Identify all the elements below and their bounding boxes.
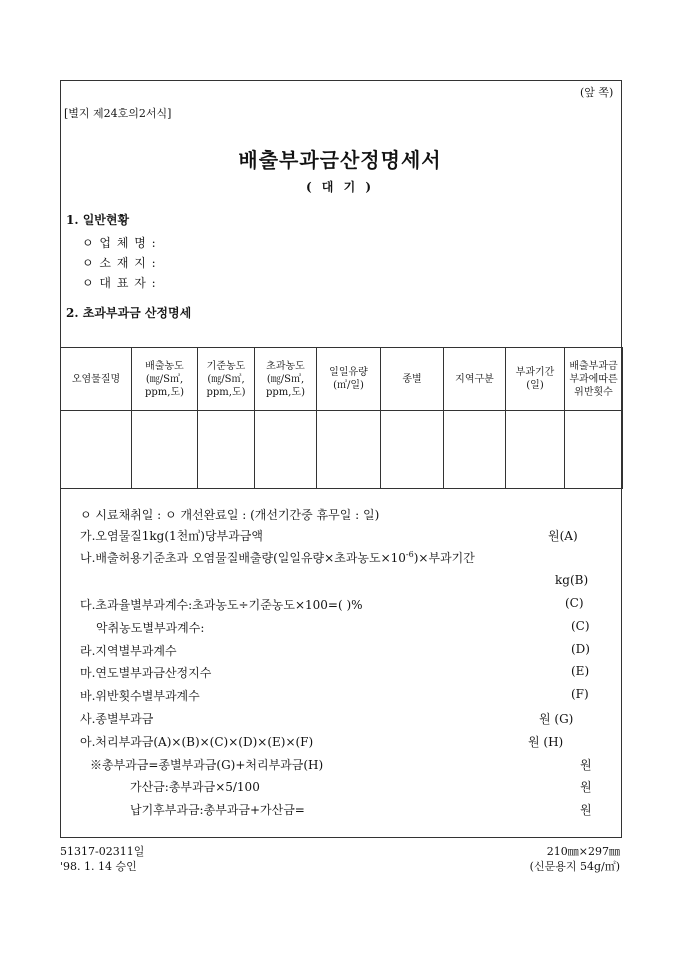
cell-class[interactable]: [381, 411, 444, 489]
sample-date-line: ㅇ 시료채취일 : ㅇ 개선완료일 : (개선기간중 휴무일 : 일): [80, 508, 380, 522]
page-subtitle: ( 대 기 ): [305, 180, 375, 194]
calc-h-label: 아.처리부과금(A)×(B)×(C)×(D)×(E)×(F): [80, 735, 314, 749]
calc-d-label: 라.지역별부과계수: [80, 644, 177, 658]
page-title: 배출부과금산정명세서: [238, 148, 442, 172]
header-pollutant: 오염물질명: [61, 348, 132, 411]
front-mark: (앞 쪽): [580, 86, 614, 99]
header-standard-conc: 기준농도 (㎎/S㎥, ppm,도): [198, 348, 255, 411]
cell-standard-conc[interactable]: [198, 411, 255, 489]
calc-c2-label: 악취농도별부과계수:: [96, 621, 205, 635]
cell-pollutant[interactable]: [61, 411, 132, 489]
calc-h-unit: 원 (H): [528, 735, 564, 749]
header-class: 종별: [381, 348, 444, 411]
paper-type: (신문용지 54g/㎡): [529, 860, 620, 873]
cell-violations[interactable]: [565, 411, 623, 489]
header-excess-conc: 초과농도 (㎎/S㎥, ppm,도): [255, 348, 317, 411]
form-number: [별지 제24호의2서식]: [64, 107, 172, 120]
calc-b-unit: kg(B): [555, 573, 589, 587]
calc-c2-unit: (C): [571, 619, 590, 633]
paper-size: 210㎜×297㎜: [546, 845, 620, 858]
cell-region[interactable]: [444, 411, 506, 489]
table-header-row: [61, 348, 623, 411]
total-charge-unit: 원: [580, 758, 592, 772]
cell-period[interactable]: [506, 411, 565, 489]
representative-field: ㅇ 대 표 자 :: [82, 276, 157, 290]
calc-f-label: 바.위반횟수별부과계수: [80, 689, 200, 703]
charge-table: [60, 347, 623, 489]
section1-heading: 1. 일반현황: [66, 213, 130, 227]
location-field: ㅇ 소 재 지 :: [82, 256, 157, 270]
calc-f-unit: (F): [571, 687, 589, 701]
calc-d-unit: (D): [571, 642, 590, 656]
calc-e-unit: (E): [571, 664, 590, 678]
calc-c-unit: (C): [565, 596, 584, 610]
calc-g-label: 사.종별부과금: [80, 712, 154, 726]
company-name-field: ㅇ 업 체 명 :: [82, 236, 157, 250]
form-code: 51317-02311일: [60, 845, 145, 858]
calc-b-label: 나.배출허용기준초과 오염물질배출량(일일유량×초과농도$\times 10^{-6})\times$부과기간: [80, 550, 475, 565]
section2-heading: 2. 초과부과금 산정명세: [66, 306, 192, 320]
header-daily-flow: 일일유량 (㎥/일): [317, 348, 381, 411]
header-emission-conc: 배출농도 (㎎/S㎥, ppm,도): [132, 348, 198, 411]
header-violations: 배출부과금 부과에따른 위반횟수: [565, 348, 623, 411]
cell-emission-conc[interactable]: [132, 411, 198, 489]
surcharge-label: 가산금:총부과금×5/100: [130, 780, 260, 794]
cell-excess-conc[interactable]: [255, 411, 317, 489]
late-charge-label: 납기후부과금:총부과금+가산금=: [130, 803, 305, 817]
calc-a-unit: 원(A): [548, 529, 578, 543]
cell-daily-flow[interactable]: [317, 411, 381, 489]
surcharge-unit: 원: [580, 780, 592, 794]
total-charge-label: ※총부과금=종별부과금(G)+처리부과금(H): [90, 758, 324, 772]
calc-g-unit: 원 (G): [539, 712, 574, 726]
approval-date: '98. 1. 14 승인: [60, 860, 137, 873]
header-region: 지역구분: [444, 348, 506, 411]
calc-c-label: 다.초과율별부과계수:초과농도÷기준농도×100=( )%: [80, 598, 363, 612]
calc-e-label: 마.연도별부과금산정지수: [80, 666, 212, 680]
late-charge-unit: 원: [580, 803, 592, 817]
header-period: 부과기간 (일): [506, 348, 565, 411]
table-row: [61, 411, 623, 489]
calc-a-label: 가.오염물질1kg(1천㎥)당부과금액: [80, 529, 263, 543]
